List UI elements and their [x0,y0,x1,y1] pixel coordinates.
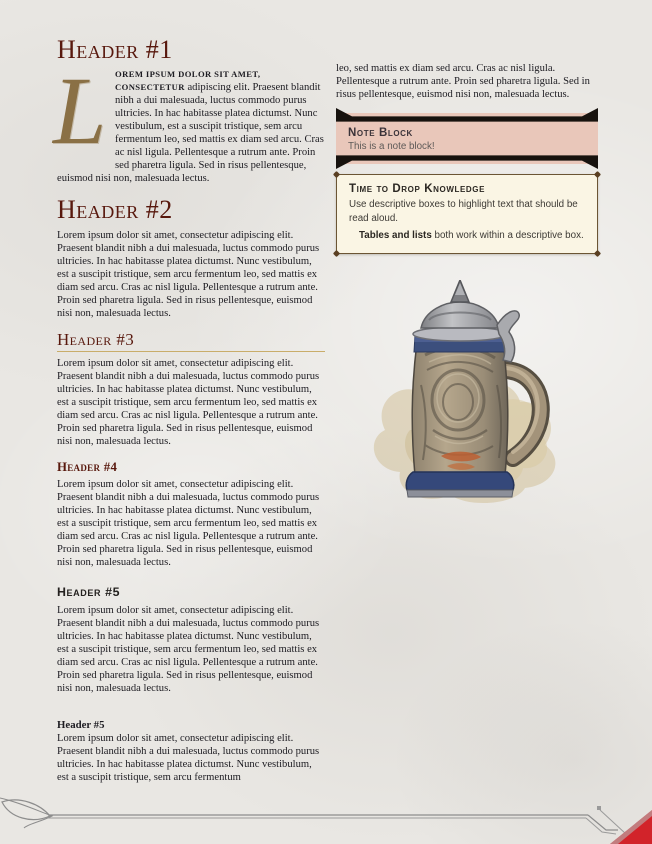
descriptive-box-title: Time to Drop Knowledge [349,183,486,195]
body-paragraph: Lorem ipsum dolor sit amet, consectetur adipiscing elit. Praesent blandit nibh a dui malesuada, luctus commodo purus ultricies. In hac habitasse platea dictumst. Nunc vestibulum, est a suscipit tristique, sem arcu fermentum leo, sed mattis ex diam sed arcu. Cras ac nisl ligula. Pellentesque a rutrum ante. Proin sed pharetra ligula. Sed in risus pellentesque, euismod nisi non, malesuada lectus. [57,479,320,569]
lead-paragraph-text: adipiscing elit. Praesent blandit nibh a dui malesuada, luctus commodo purus ultricies. In hac habitasse platea dictumst. Nunc vestibulum, est a suscipit tristique, sem arcu fermentum leo, sed mattis ex diam sed arcu. Cras ac nisl ligula. Pellentesque a rutrum ante. Proin sed pharetra ligula. Sed in risus pellentesque, euismod nisi non, malesuada lectus. [57,82,324,185]
two-column-layout [53,0,598,793]
header-1: Header #1 [57,35,173,64]
corner-dot-icon [594,250,601,257]
corner-dot-icon [333,171,340,178]
note-block [336,113,598,164]
descriptive-box [336,174,598,254]
descriptive-box-body: Use descriptive boxes to highlight text that should be read aloud. [349,199,578,224]
header-2: Header #2 [57,195,173,225]
header-5-bold: Header #5 [57,719,105,732]
footer-decoration [0,794,652,844]
descriptive-box-bold: Tables and lists [359,230,432,241]
left-column [53,0,325,793]
lead-paragraph [53,57,325,185]
note-block-body: This is a note block! [348,141,435,152]
header-5-caps: Header #5 [57,585,121,600]
body-paragraph: Lorem ipsum dolor sit amet, consectetur adipiscing elit. Praesent blandit nibh a dui malesuada, luctus commodo purus ultricies. In hac habitasse platea dictumst. Nunc vestibulum, est a suscipit tristique, sem arcu fermentum leo, sed mattis ex diam sed arcu. Cras ac nisl ligula. Pellentesque a rutrum ante. Proin sed pharetra ligula. Sed in risus pellentesque, euismod nisi non, malesuada lectus. [57,229,320,319]
descriptive-box-line2: Tables and lists both work within a descriptive box. [359,230,584,241]
body-paragraph: Lorem ipsum dolor sit amet, consectetur adipiscing elit. Praesent blandit nibh a dui malesuada, luctus commodo purus ultricies. In hac habitasse platea dictumst. Nunc vestibulum, est a suscipit tristique, sem arcu fermentum leo, sed mattis ex diam sed arcu. Cras ac nisl ligula. Pellentesque a rutrum ante. Proin sed pharetra ligula. Sed in risus pellentesque, euismod nisi non, malesuada lectus. [57,605,320,695]
corner-dot-icon [333,250,340,257]
header-4: Header #4 [57,460,118,475]
right-column [336,0,598,793]
lead-small-caps: OREM IPSUM DOLOR SIT AMET, CONSECTETUR [115,69,261,93]
beer-stein-illustration [355,280,579,510]
drop-cap: L [53,57,107,165]
body-paragraph-clipped: Lorem ipsum dolor sit amet, consectetur adipiscing elit. Praesent blandit nibh a dui malesuada, luctus commodo purus ultricies. In hac habitasse platea dictumst. Nunc vestibulum, est a suscipit tristique, sem arcu fermentum [57,733,320,784]
corner-dot-icon [594,171,601,178]
continuation-paragraph: leo, sed mattis ex diam sed arcu. Cras ac nisl ligula. Pellentesque a rutrum ante. Proin sed pharetra ligula. Sed in risus pellentesque, euismod nisi non, malesuada lectus. [336,63,590,100]
note-block-title: Note Block [348,127,413,139]
header-3: Header #3 [57,331,325,353]
body-paragraph: Lorem ipsum dolor sit amet, consectetur adipiscing elit. Praesent blandit nibh a dui malesuada, luctus commodo purus ultricies. In hac habitasse platea dictumst. Nunc vestibulum, est a suscipit tristique, sem arcu fermentum leo, sed mattis ex diam sed arcu. Cras ac nisl ligula. Pellentesque a rutrum ante. Proin sed pharetra ligula. Sed in risus pellentesque, euismod nisi non, malesuada lectus. [57,358,320,448]
